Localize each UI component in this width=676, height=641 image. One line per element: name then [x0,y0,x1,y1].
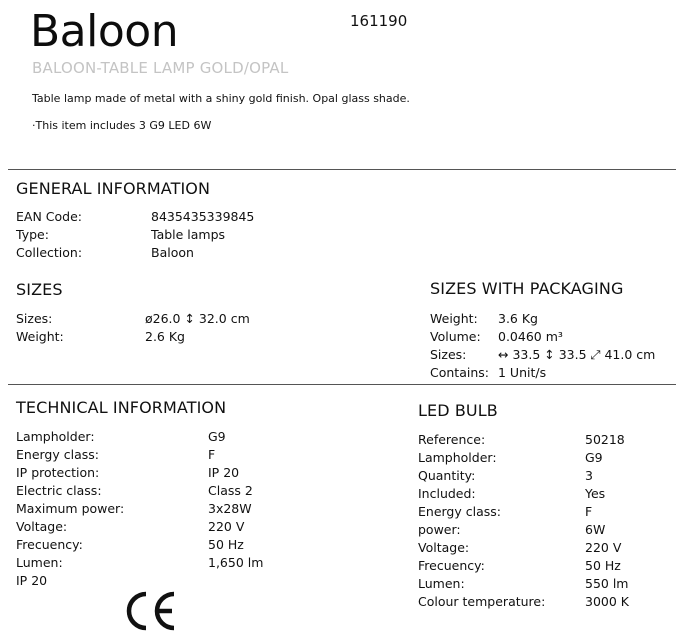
technical-info-label: Frecuency: [16,537,83,552]
technical-info-label: Energy class: [16,447,99,462]
technical-info-label: IP protection: [16,465,100,480]
led-bulb-label: Lumen: [418,576,465,591]
technical-info-value: 3x28W [208,501,252,516]
general-info-value: Baloon [151,245,194,260]
led-bulb-title: LED BULB [418,401,498,420]
sizes-packaging-label: Volume: [430,329,481,344]
technical-info-value: 50 Hz [208,537,244,552]
technical-info-label: Maximum power: [16,501,125,516]
sizes-row [16,328,250,346]
led-bulb-label: Colour temperature: [418,594,546,609]
led-bulb-table [418,431,629,611]
sizes-packaging-label: Weight: [430,311,478,326]
sizes-packaging-label: Contains: [430,365,489,380]
general-info-label: Collection: [16,245,83,260]
technical-info-value: Class 2 [208,483,253,498]
sizes-value: 2.6 Kg [145,329,185,344]
sizes-packaging-row [430,364,655,382]
product-description: Table lamp made of metal with a shiny gold finish. Opal glass shade. [32,92,410,105]
technical-info-row [16,464,263,482]
led-bulb-label: Included: [418,486,476,501]
led-bulb-row [418,503,629,521]
technical-info-row [16,536,263,554]
sizes-packaging-table [430,310,655,382]
technical-info-row [16,482,263,500]
technical-info-row [16,518,263,536]
technical-info-label: Lampholder: [16,429,95,444]
general-info-title: GENERAL INFORMATION [16,179,211,198]
general-info-table [16,208,254,262]
sizes-packaging-value: 0.0460 m³ [498,329,563,344]
led-bulb-row [418,467,629,485]
sizes-packaging-label: Sizes: [430,347,467,362]
led-bulb-value: 50218 [585,432,625,447]
divider-top [8,169,676,170]
general-info-value: 8435435339845 [151,209,255,224]
led-bulb-row [418,521,629,539]
general-info-value: Table lamps [151,227,226,242]
technical-info-value: IP 20 [208,465,240,480]
led-bulb-label: power: [418,522,461,537]
general-info-label: Type: [16,227,49,242]
sizes-packaging-row [430,310,655,328]
sizes-packaging-title: SIZES WITH PACKAGING [430,279,624,298]
technical-info-table [16,428,263,590]
led-bulb-label: Energy class: [418,504,501,519]
technical-info-value: 1,650 lm [208,555,264,570]
sizes-value: ø26.0 ↕ 32.0 cm [145,311,250,326]
sizes-packaging-value: 3.6 Kg [498,311,538,326]
technical-info-label: Voltage: [16,519,68,534]
sizes-row [16,310,250,328]
led-bulb-row [418,593,629,611]
led-bulb-label: Reference: [418,432,486,447]
sizes-title: SIZES [16,280,63,299]
led-bulb-label: Quantity: [418,468,476,483]
technical-info-value: G9 [208,429,226,444]
led-bulb-value: 220 V [585,540,622,555]
led-bulb-row [418,557,629,575]
led-bulb-row [418,431,629,449]
product-code: 161190 [350,12,408,30]
led-bulb-value: F [585,504,593,519]
general-info-row [16,244,254,262]
general-info-row [16,226,254,244]
led-bulb-value: 3 [585,468,593,483]
product-title: Baloon [30,6,179,57]
technical-info-row [16,572,263,590]
led-bulb-label: Lampholder: [418,450,497,465]
led-bulb-row [418,539,629,557]
led-bulb-value: 3000 K [585,594,629,609]
led-bulb-value: Yes [585,486,606,501]
led-bulb-value: 550 lm [585,576,629,591]
general-info-row [16,208,254,226]
led-bulb-value: G9 [585,450,603,465]
led-bulb-value: 6W [585,522,606,537]
sizes-label: Weight: [16,329,64,344]
technical-info-title: TECHNICAL INFORMATION [16,398,227,417]
sizes-packaging-row [430,346,655,364]
led-bulb-value: 50 Hz [585,558,621,573]
led-bulb-label: Frecuency: [418,558,485,573]
sizes-packaging-value: 1 Unit/s [498,365,547,380]
technical-info-row [16,554,263,572]
led-bulb-row [418,485,629,503]
technical-info-label: Lumen: [16,555,63,570]
technical-info-row [16,500,263,518]
sizes-label: Sizes: [16,311,53,326]
technical-info-label: Electric class: [16,483,102,498]
divider-middle [8,384,676,385]
technical-info-value: F [208,447,216,462]
led-bulb-row [418,575,629,593]
technical-info-value: 220 V [208,519,245,534]
product-note: ·This item includes 3 G9 LED 6W [32,119,212,132]
sizes-packaging-row [430,328,655,346]
led-bulb-row [418,449,629,467]
technical-info-row [16,428,263,446]
sizes-packaging-value: ↔ 33.5 ↕ 33.5 ⤢ 41.0 cm [498,347,656,362]
technical-info-row [16,446,263,464]
technical-info-label: IP 20 [16,573,48,588]
ce-mark-icon [124,590,178,632]
general-info-label: EAN Code: [16,209,82,224]
product-subtitle: BALOON-TABLE LAMP GOLD/OPAL [32,59,289,77]
sizes-table [16,310,250,346]
led-bulb-label: Voltage: [418,540,470,555]
